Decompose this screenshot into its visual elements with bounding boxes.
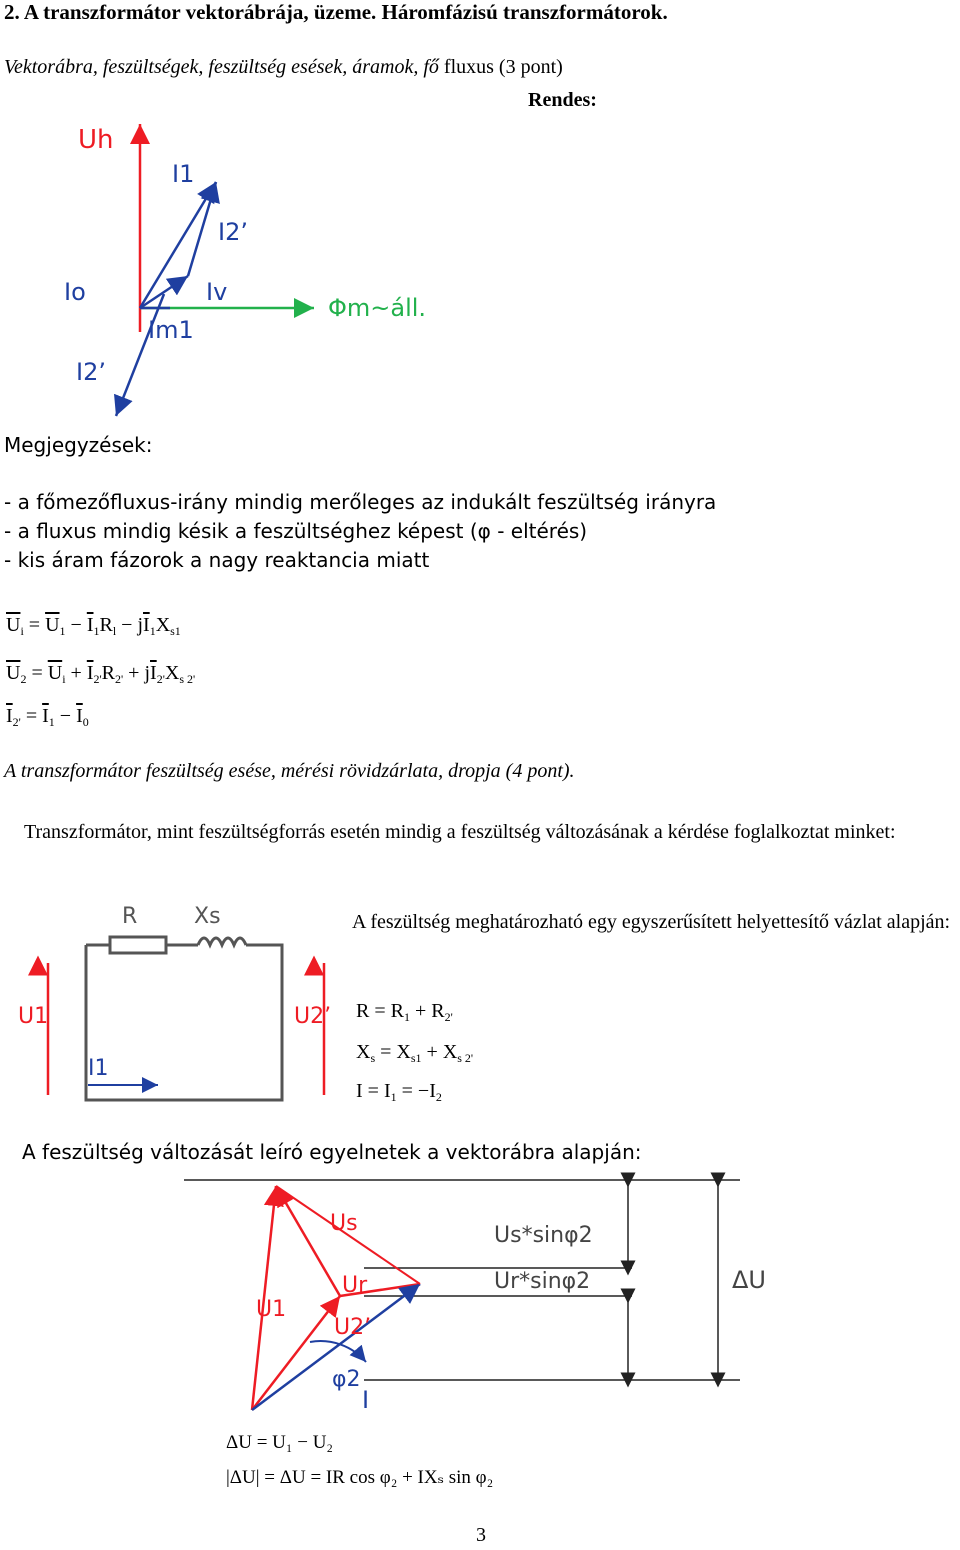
io-label: Io [64,278,86,306]
iv-label: Iv [206,278,228,306]
section-heading-drop: A feszültség változását leíró egyelnetek a vektorábra alapján: [22,1140,642,1164]
section-heading: A transzformátor feszültség esése, mérési rövidzárlata, dropja (4 pont). [4,760,575,782]
us-label: Us [330,1211,358,1236]
drop-diagram [180,1172,800,1434]
note-item: - a főmezőfluxus-irány mindig merőleges az indukált feszültség irányra [4,490,717,514]
i-drop-label: I [362,1386,370,1414]
phi2-label: φ2 [332,1367,361,1392]
section-title: 2. A transzformátor vektorábrája, üzeme. Háromfázisú transzformátorok. [4,0,668,24]
note-item: - a fluxus mindig késik a feszültséghez képest (φ - eltérés) [4,519,588,543]
i1-label: I1 [172,160,195,188]
i2p-top-label: I2’ [218,218,248,246]
u1-label: U1 [18,1004,49,1029]
i1-circuit-label: I1 [88,1056,109,1081]
equation-ui: $\overline{U}_i = \overline{U}_1 - \overline{I}_1R_l - j\overline{I}_1X_{s1}$ [6,614,181,638]
equation-i: $I = I_1 = -I_2$ [356,1080,442,1104]
paragraph: Transzformátor, mint feszültségforrás esetén mindig a feszültség változásának a kérdése foglalkoztat minket: [24,821,896,843]
rendes-label: Rendes: [528,89,597,111]
section-subtitle [4,56,563,79]
subtitle-italic: Vektorábra, feszültségek, feszültség esések, áramok, fő [4,56,439,78]
equation-r: $R = R_1 + R_{2'}$ [356,1000,453,1024]
equation-x: $X_s = X_{s1} + X_{s 2'}$ [356,1041,474,1065]
formula-delta-u: ΔU = U₁ − U₂ [226,1432,334,1453]
us-vector [276,1186,340,1296]
u2p-drop-label: U2’ [334,1315,372,1340]
i2p-top-vector [188,182,216,276]
r-label: R [122,904,138,929]
ur-label: Ur [342,1273,368,1298]
equation-i2: $\overline{I}_{2'} = \overline{I}_1 - \overline{I}_0$ [6,705,89,729]
io-vector [140,276,188,308]
side-text: A feszültség meghatározható egy egyszerűsített helyettesítő vázlat alapján: [352,911,951,933]
inductor-symbol [198,938,246,945]
im1-label: Im1 [148,316,194,344]
notes-heading: Megjegyzések: [4,433,153,457]
resistor-symbol [110,937,166,953]
circuit-diagram [18,895,338,1120]
i1-vector [140,182,216,308]
note-item: - kis áram fázorok a nagy reaktancia miatt [4,548,430,572]
formula-magnitude: |ΔU| = ΔU = IR cos φ₂ + IXₛ sin φ₂ [226,1467,494,1488]
subtitle-rest: fluxus (3 pont) [438,56,563,78]
xs-label: Xs [194,904,221,929]
i2p-bottom-label: I2’ [76,358,106,386]
du-label: ΔU [732,1266,766,1294]
u1-drop-label: U1 [256,1297,287,1322]
phi-label: Φm~áll. [328,294,427,322]
u2p-label: U2’ [294,1004,332,1029]
vector-diagram [60,110,480,430]
page-number: 3 [476,1524,486,1546]
ur-sin-label: Ur*sinφ2 [494,1269,591,1294]
uh-label: Uh [78,125,114,155]
us-sin-label: Us*sinφ2 [494,1223,593,1248]
equation-u2: $\overline{U}_2 = \overline{U}_i + \overline{I}_{2'}R_{2'} + j\overline{I}_{2'}X_{s 2'}$ [6,662,196,686]
